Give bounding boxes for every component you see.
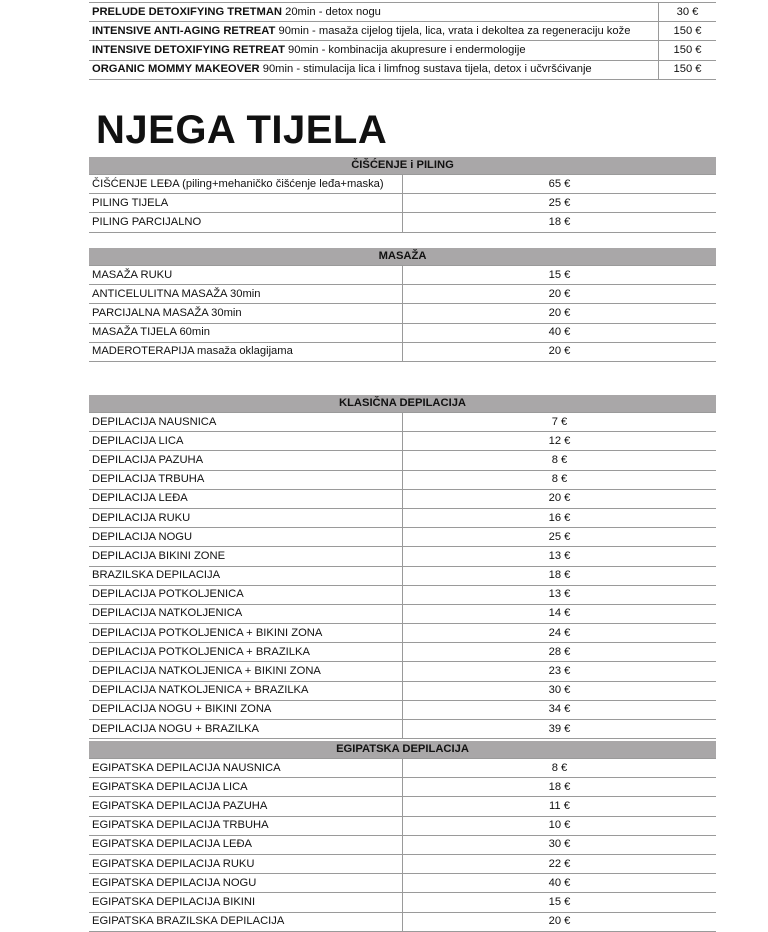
item-price: 65 €: [403, 175, 717, 194]
treatments-table: [89, 2, 716, 80]
item-name: EGIPATSKA DEPILACIJA BIKINI: [89, 893, 403, 912]
item-price: 18 €: [403, 778, 717, 797]
item-price: 25 €: [403, 528, 717, 547]
table-row: [89, 566, 716, 585]
table-row: [89, 489, 716, 508]
item-desc: 90min - kombinacija akupresure i endermologije: [288, 43, 526, 56]
table-row: [89, 854, 716, 873]
item-price: 8 €: [403, 759, 717, 778]
table-row: [89, 643, 716, 662]
table-row: [89, 323, 716, 342]
item-name: PARCIJALNA MASAŽA 30min: [89, 304, 403, 323]
item-price: 150 €: [659, 60, 717, 79]
item-name: DEPILACIJA POTKOLJENICA: [89, 585, 403, 604]
item-price: 16 €: [403, 508, 717, 527]
item-price: 13 €: [403, 547, 717, 566]
item-title: INTENSIVE ANTI-AGING RETREAT: [92, 24, 276, 37]
table-row: [89, 912, 716, 931]
item-name: DEPILACIJA NOGU + BIKINI ZONA: [89, 700, 403, 719]
item-name: [89, 41, 659, 60]
item-desc: 90min - stimulacija lica i limfnog sustava tijela, detox i učvršćivanje: [262, 63, 592, 76]
table-row: [89, 175, 716, 194]
item-name: DEPILACIJA NAUSNICA: [89, 413, 403, 432]
item-price: 8 €: [403, 451, 717, 470]
item-name: PILING PARCIJALNO: [89, 213, 403, 232]
item-price: 20 €: [403, 912, 717, 931]
item-price: 12 €: [403, 432, 717, 451]
table-row: [89, 470, 716, 489]
table-row: [89, 604, 716, 623]
table-row: [89, 304, 716, 323]
table-row: [89, 835, 716, 854]
table-row: [89, 22, 716, 41]
item-price: 15 €: [403, 266, 717, 285]
item-price: 20 €: [403, 342, 717, 361]
item-price: 15 €: [403, 893, 717, 912]
table-row: [89, 893, 716, 912]
item-name: ANTICELULITNA MASAŽA 30min: [89, 285, 403, 304]
item-name: PILING TIJELA: [89, 194, 403, 213]
item-price: 7 €: [403, 413, 717, 432]
table-row: [89, 508, 716, 527]
table-row: [89, 874, 716, 893]
item-price: 39 €: [403, 720, 717, 739]
section-klasicna-table: [89, 395, 716, 739]
section-header: ČIŠĆENJE i PILING: [89, 157, 716, 175]
item-price: 13 €: [403, 585, 717, 604]
item-name: DEPILACIJA NATKOLJENICA: [89, 604, 403, 623]
table-row: [89, 528, 716, 547]
item-price: 10 €: [403, 816, 717, 835]
item-price: 30 €: [659, 3, 717, 22]
item-name: [89, 60, 659, 79]
item-name: MADEROTERAPIJA masaža oklagijama: [89, 342, 403, 361]
item-name: DEPILACIJA TRBUHA: [89, 470, 403, 489]
table-row: [89, 432, 716, 451]
item-name: EGIPATSKA BRAZILSKA DEPILACIJA: [89, 912, 403, 931]
item-price: 8 €: [403, 470, 717, 489]
item-name: EGIPATSKA DEPILACIJA LICA: [89, 778, 403, 797]
section-masaza-table: [89, 248, 716, 362]
page-title: NJEGA TIJELA: [96, 108, 388, 152]
item-title: ORGANIC MOMMY MAKEOVER: [92, 63, 260, 76]
table-row: [89, 585, 716, 604]
item-price: 18 €: [403, 566, 717, 585]
table-row: [89, 285, 716, 304]
item-name: DEPILACIJA NOGU + BRAZILKA: [89, 720, 403, 739]
table-row: [89, 720, 716, 739]
item-price: 22 €: [403, 854, 717, 873]
table-row: [89, 662, 716, 681]
item-name: EGIPATSKA DEPILACIJA NOGU: [89, 874, 403, 893]
item-price: 23 €: [403, 662, 717, 681]
section-header: EGIPATSKA DEPILACIJA: [89, 741, 716, 759]
table-row: [89, 759, 716, 778]
item-price: 34 €: [403, 700, 717, 719]
table-row: [89, 700, 716, 719]
item-price: 40 €: [403, 323, 717, 342]
table-row: [89, 681, 716, 700]
item-name: DEPILACIJA POTKOLJENICA + BRAZILKA: [89, 643, 403, 662]
table-row: [89, 797, 716, 816]
table-row: [89, 778, 716, 797]
item-title: INTENSIVE DETOXIFYING RETREAT: [92, 43, 285, 56]
item-price: 20 €: [403, 285, 717, 304]
item-desc: 20min - detox nogu: [285, 5, 381, 18]
table-row: [89, 3, 716, 22]
section-ciscenje-table: [89, 157, 716, 233]
table-row: [89, 194, 716, 213]
item-price: 20 €: [403, 304, 717, 323]
item-name: DEPILACIJA LEĐA: [89, 489, 403, 508]
item-price: 24 €: [403, 624, 717, 643]
table-row: [89, 266, 716, 285]
item-name: DEPILACIJA BIKINI ZONE: [89, 547, 403, 566]
item-name: DEPILACIJA NATKOLJENICA + BIKINI ZONA: [89, 662, 403, 681]
item-price: 20 €: [403, 489, 717, 508]
item-name: EGIPATSKA DEPILACIJA LEĐA: [89, 835, 403, 854]
item-price: 14 €: [403, 604, 717, 623]
item-price: 11 €: [403, 797, 717, 816]
item-name: MASAŽA TIJELA 60min: [89, 323, 403, 342]
item-name: MASAŽA RUKU: [89, 266, 403, 285]
table-row: [89, 60, 716, 79]
item-name: DEPILACIJA PAZUHA: [89, 451, 403, 470]
item-name: DEPILACIJA POTKOLJENICA + BIKINI ZONA: [89, 624, 403, 643]
item-desc: 90min - masaža cijelog tijela, lica, vrata i dekoltea za regeneraciju kože: [278, 24, 631, 37]
table-row: [89, 342, 716, 361]
section-header: MASAŽA: [89, 248, 716, 266]
section-egipatska-table: [89, 741, 716, 932]
item-name: DEPILACIJA RUKU: [89, 508, 403, 527]
section-header: KLASIČNA DEPILACIJA: [89, 395, 716, 413]
item-price: 28 €: [403, 643, 717, 662]
table-row: [89, 547, 716, 566]
item-name: DEPILACIJA NOGU: [89, 528, 403, 547]
item-title: PRELUDE DETOXIFYING TRETMAN: [92, 5, 282, 18]
item-price: 30 €: [403, 681, 717, 700]
item-name: ČIŠĆENJE LEĐA (piling+mehaničko čišćenje leđa+maska): [89, 175, 403, 194]
table-row: [89, 816, 716, 835]
item-name: EGIPATSKA DEPILACIJA TRBUHA: [89, 816, 403, 835]
item-price: 150 €: [659, 41, 717, 60]
item-price: 40 €: [403, 874, 717, 893]
table-row: [89, 624, 716, 643]
table-row: [89, 413, 716, 432]
item-name: EGIPATSKA DEPILACIJA PAZUHA: [89, 797, 403, 816]
item-name: EGIPATSKA DEPILACIJA NAUSNICA: [89, 759, 403, 778]
item-name: BRAZILSKA DEPILACIJA: [89, 566, 403, 585]
item-name: DEPILACIJA NATKOLJENICA + BRAZILKA: [89, 681, 403, 700]
item-name: [89, 22, 659, 41]
table-row: [89, 213, 716, 232]
item-name: [89, 3, 659, 22]
item-price: 150 €: [659, 22, 717, 41]
item-price: 18 €: [403, 213, 717, 232]
table-row: [89, 41, 716, 60]
table-row: [89, 451, 716, 470]
item-name: EGIPATSKA DEPILACIJA RUKU: [89, 854, 403, 873]
item-price: 30 €: [403, 835, 717, 854]
item-price: 25 €: [403, 194, 717, 213]
item-name: DEPILACIJA LICA: [89, 432, 403, 451]
